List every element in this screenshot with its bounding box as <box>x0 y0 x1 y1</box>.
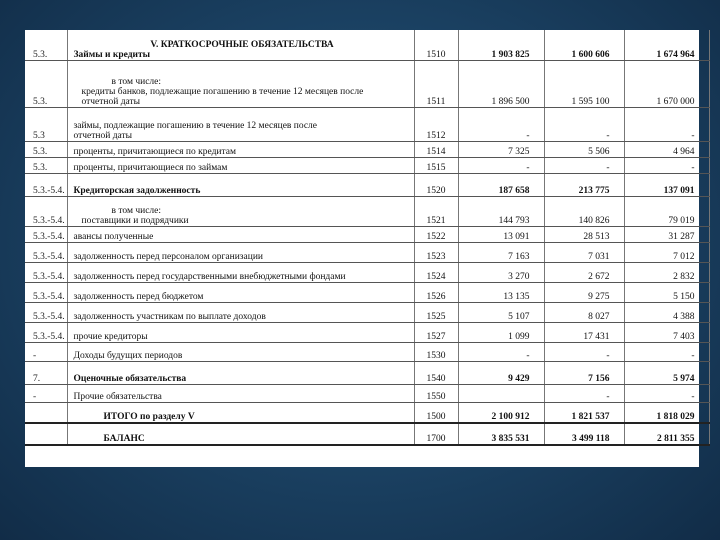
value-cell-current: 5 107 <box>458 302 544 322</box>
value-cell-current: 3 835 531 <box>458 423 544 445</box>
line-code-cell: 1514 <box>414 141 458 157</box>
value-cell-prior2: 137 091 <box>624 173 709 196</box>
item-name-cell <box>67 342 414 361</box>
value-cell-prior2: - <box>624 157 709 173</box>
in-particular-label: в том числе: <box>111 205 162 216</box>
item-name-cell <box>67 402 414 423</box>
value-cell-prior: - <box>544 157 624 173</box>
line-code-cell: 1512 <box>414 107 458 141</box>
table-row <box>25 361 709 384</box>
table-row <box>25 262 709 282</box>
note-cell <box>25 402 67 423</box>
item-name-cell <box>67 262 414 282</box>
item-name: кредиты банков, подлежащие погашению в течение 12 месяцев после <box>81 86 364 97</box>
table-row <box>25 30 709 60</box>
line-code-cell: 1522 <box>414 226 458 242</box>
table-row <box>25 157 709 173</box>
value-cell-prior2: 7 012 <box>624 242 709 262</box>
line-code-cell: 1700 <box>414 423 458 445</box>
item-name-cell <box>67 302 414 322</box>
item-name: задолженность перед государственными внебюджетными фондами <box>73 271 346 282</box>
value-cell-prior2: 31 287 <box>624 226 709 242</box>
note-cell: 7. <box>25 361 67 384</box>
item-name: Оценочные обязательства <box>73 373 187 384</box>
item-name: проценты, причитающиеся по кредитам <box>73 146 237 157</box>
value-cell-current: 1 099 <box>458 322 544 342</box>
item-name-cell <box>67 282 414 302</box>
line-code-cell: 1515 <box>414 157 458 173</box>
balance-sheet-page <box>25 30 699 467</box>
table-row <box>25 322 709 342</box>
item-name-cell <box>67 157 414 173</box>
item-name: поставщики и подрядчики <box>81 215 189 226</box>
line-code-cell: 1550 <box>414 384 458 402</box>
value-cell-prior: - <box>544 384 624 402</box>
line-code-cell: 1510 <box>414 30 458 60</box>
line-code-cell: 1520 <box>414 173 458 196</box>
value-cell-current: 13 135 <box>458 282 544 302</box>
table-row <box>25 302 709 322</box>
line-code-cell: 1524 <box>414 262 458 282</box>
value-cell-current: 3 270 <box>458 262 544 282</box>
value-cell-prior2: 2 832 <box>624 262 709 282</box>
value-cell-prior: 9 275 <box>544 282 624 302</box>
table-row <box>25 242 709 262</box>
item-name-cell <box>67 322 414 342</box>
note-cell: 5.3. <box>25 60 67 107</box>
table-row <box>25 423 709 445</box>
note-cell: 5.3.-5.4. <box>25 196 67 226</box>
item-name: ИТОГО по разделу V <box>103 412 195 422</box>
value-cell-prior2: 4 388 <box>624 302 709 322</box>
value-cell-current: 1 903 825 <box>458 30 544 60</box>
note-cell: 5.3.-5.4. <box>25 302 67 322</box>
note-cell: 5.3. <box>25 30 67 60</box>
value-cell-prior2: - <box>624 342 709 361</box>
value-cell-prior: 1 600 606 <box>544 30 624 60</box>
item-name: займы, подлежащие погашению в течение 12 месяцев после <box>73 120 318 131</box>
line-code-cell: 1530 <box>414 342 458 361</box>
note-cell: - <box>25 384 67 402</box>
value-cell-current: 1 896 500 <box>458 60 544 107</box>
item-name: задолженность перед бюджетом <box>73 291 204 302</box>
value-cell-current: 144 793 <box>458 196 544 226</box>
value-cell-prior2: - <box>624 384 709 402</box>
value-cell-current: - <box>458 342 544 361</box>
value-cell-prior2: 2 811 355 <box>624 423 709 445</box>
value-cell-prior: 1 595 100 <box>544 60 624 107</box>
item-name-cell <box>67 60 414 107</box>
value-cell-prior: 7 031 <box>544 242 624 262</box>
line-code-cell: 1521 <box>414 196 458 226</box>
value-cell-current: 9 429 <box>458 361 544 384</box>
value-cell-prior2: 79 019 <box>624 196 709 226</box>
table-row <box>25 282 709 302</box>
item-name-cell <box>67 30 414 60</box>
value-cell-prior: - <box>544 342 624 361</box>
table-row <box>25 196 709 226</box>
line-code-cell: 1525 <box>414 302 458 322</box>
value-cell-prior: 140 826 <box>544 196 624 226</box>
value-cell-prior: 1 821 537 <box>544 402 624 423</box>
note-cell: 5.3. <box>25 141 67 157</box>
value-cell-current: 187 658 <box>458 173 544 196</box>
note-cell: 5.3.-5.4. <box>25 262 67 282</box>
item-name-continued: отчетной даты <box>81 96 141 107</box>
value-cell-current <box>458 384 544 402</box>
value-cell-current: - <box>458 107 544 141</box>
value-cell-current: 13 091 <box>458 226 544 242</box>
value-cell-prior: 7 156 <box>544 361 624 384</box>
table-row <box>25 226 709 242</box>
item-name: Займы и кредиты <box>73 49 151 60</box>
value-cell-prior: 3 499 118 <box>544 423 624 445</box>
table-row <box>25 141 709 157</box>
value-cell-prior2: 7 403 <box>624 322 709 342</box>
item-name-cell <box>67 141 414 157</box>
table-row <box>25 60 709 107</box>
value-cell-prior2: 1 670 000 <box>624 60 709 107</box>
value-cell-prior: 5 506 <box>544 141 624 157</box>
item-name-cell <box>67 423 414 445</box>
item-name: задолженность перед персоналом организации <box>73 251 264 262</box>
table-row <box>25 342 709 361</box>
note-cell: 5.3. <box>25 157 67 173</box>
item-name-continued: отчетной даты <box>73 130 133 141</box>
value-cell-prior: 8 027 <box>544 302 624 322</box>
value-cell-prior: 213 775 <box>544 173 624 196</box>
line-code-cell: 1527 <box>414 322 458 342</box>
note-cell <box>25 423 67 445</box>
note-cell: 5.3.-5.4. <box>25 173 67 196</box>
item-name: Доходы будущих периодов <box>73 350 183 361</box>
line-code-cell: 1500 <box>414 402 458 423</box>
item-name-cell <box>67 242 414 262</box>
item-name-cell <box>67 196 414 226</box>
value-cell-prior: 28 513 <box>544 226 624 242</box>
note-cell: 5.3.-5.4. <box>25 282 67 302</box>
item-name: прочие кредиторы <box>73 331 148 342</box>
item-name: Прочие обязательства <box>73 391 162 402</box>
item-name: БАЛАНС <box>103 434 145 444</box>
line-code-cell: 1526 <box>414 282 458 302</box>
line-code-cell: 1511 <box>414 60 458 107</box>
table-row <box>25 173 709 196</box>
table-row <box>25 107 709 141</box>
item-name-cell <box>67 226 414 242</box>
item-name: авансы полученные <box>73 231 154 242</box>
section-header: V. КРАТКОСРОЧНЫЕ ОБЯЗАТЕЛЬСТВА <box>150 39 334 50</box>
table-row <box>25 402 709 423</box>
item-name-cell <box>67 173 414 196</box>
value-cell-prior: - <box>544 107 624 141</box>
item-name: Кредиторская задолженность <box>73 185 201 196</box>
value-cell-prior: 2 672 <box>544 262 624 282</box>
item-name: задолженность участникам по выплате доходов <box>73 311 266 322</box>
value-cell-prior: 17 431 <box>544 322 624 342</box>
value-cell-current: 7 325 <box>458 141 544 157</box>
value-cell-prior2: 5 974 <box>624 361 709 384</box>
note-cell: 5.3 <box>25 107 67 141</box>
balance-table <box>25 30 710 446</box>
note-cell: - <box>25 342 67 361</box>
item-name-cell <box>67 361 414 384</box>
item-name: проценты, причитающиеся по займам <box>73 162 228 173</box>
item-name-cell <box>67 107 414 141</box>
note-cell: 5.3.-5.4. <box>25 242 67 262</box>
value-cell-prior2: 1 818 029 <box>624 402 709 423</box>
line-code-cell: 1523 <box>414 242 458 262</box>
value-cell-prior2: - <box>624 107 709 141</box>
in-particular-label: в том числе: <box>111 76 162 87</box>
note-cell: 5.3.-5.4. <box>25 322 67 342</box>
value-cell-prior2: 1 674 964 <box>624 30 709 60</box>
value-cell-prior2: 4 964 <box>624 141 709 157</box>
value-cell-current: - <box>458 157 544 173</box>
table-row <box>25 384 709 402</box>
line-code-cell: 1540 <box>414 361 458 384</box>
value-cell-prior2: 5 150 <box>624 282 709 302</box>
note-cell: 5.3.-5.4. <box>25 226 67 242</box>
value-cell-current: 7 163 <box>458 242 544 262</box>
value-cell-current: 2 100 912 <box>458 402 544 423</box>
item-name-cell <box>67 384 414 402</box>
